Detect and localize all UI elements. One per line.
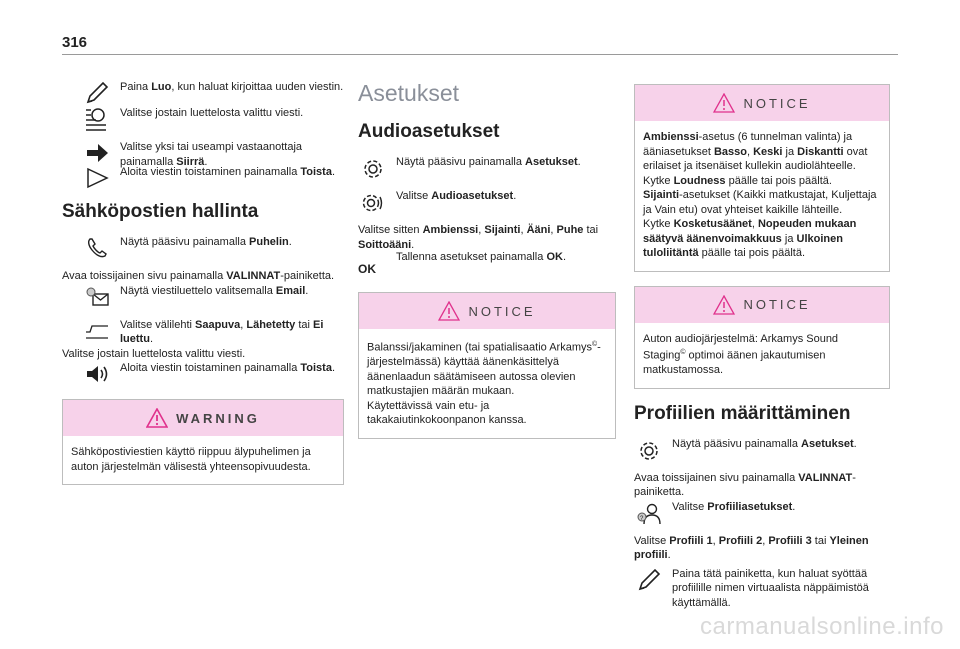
select-message-paragraph: Valitse jostain luettelosta valittu viesti. — [62, 347, 246, 360]
gear-icon — [636, 437, 662, 463]
ok-button-label: OK — [358, 262, 376, 276]
notice-body: Balanssi/jakaminen (tai spatialisaatio Arkamys©-järjestelmässä) käyttää äänenkäsittelyä äänenlaadun säätämiseen autossa olevien matkustajien määrän mukaan. Käytettävissä vain etu- ja takakaiutinkokoonpanon kanssa. — [367, 341, 601, 427]
notice-body: Ambienssi-asetus (6 tunnelman valinta) ja ääniasetukset Basso, Keski ja Diskantti ovat erilaiset ja itsenäiset kullekin audiolähteelle. Kytke Loudness päälle tai pois päältä. Sijainti-asetukset (Kaikki matkustajat, Kuljettaja ja Vain etu) ovat yhteiset kaikille lähteille. Kytke Kosketusäänet, Nopeuden mukaan säätyvä äänenvoimakkuus ja Ulkoinen tuloliitäntä päälle tai pois päältä. — [643, 131, 877, 259]
header-divider — [62, 54, 898, 55]
email-settings-icon — [84, 284, 110, 310]
forward-arrow-icon — [84, 140, 110, 166]
play-icon — [84, 165, 110, 191]
notice-header — [635, 85, 889, 121]
notice-header — [359, 293, 615, 329]
notice-box-balance — [358, 292, 616, 439]
step-home-phone: Näytä pääsivu painamalla Puhelin. — [62, 235, 344, 263]
secondary-page-paragraph: Avaa toissijainen sivu painamalla VALINNAT-painiketta. — [62, 270, 335, 282]
profiles-heading: Profiilien määrittäminen — [634, 402, 851, 424]
step-play-2: Aloita viestin toistaminen painamalla Toista. — [62, 361, 344, 389]
step-email-list: Näytä viestiluettelo valitsemalla Email. — [62, 284, 344, 312]
tab-icon — [84, 318, 110, 344]
step-save-ok: OK Tallenna asetukset painamalla OK. — [358, 251, 566, 276]
step-play: Aloita viestin toistaminen painamalla Toista. — [62, 165, 344, 193]
step-audio-settings: Valitse Audioasetukset. — [358, 189, 616, 217]
warning-icon — [438, 301, 460, 321]
phone-icon — [84, 235, 110, 261]
column-3 — [634, 84, 890, 616]
notice-box-arkamys — [634, 286, 890, 389]
pencil-icon — [636, 567, 662, 593]
notice-box-ambience — [634, 84, 890, 272]
step-profile-settings: ? Valitse Profiiliasetukset. — [634, 500, 890, 528]
audio-options-paragraph: Valitse sitten Ambienssi, Sijainti, Ääni, Puhe tai Soittoääni. — [358, 224, 599, 251]
step-home-settings: Näytä pääsivu painamalla Asetukset. — [358, 155, 616, 183]
pencil-icon — [84, 80, 110, 106]
warning-body: Sähköpostiviestien käyttö riippuu älypuhelimen ja auton järjestelmän välisestä yhteensopivuudesta. — [71, 446, 311, 473]
warning-icon — [713, 93, 735, 113]
speaker-icon — [84, 361, 110, 387]
column-2 — [358, 80, 616, 439]
warning-title: WARNING — [176, 410, 260, 426]
audio-heading: Audioasetukset — [358, 121, 500, 142]
notice-title: NOTICE — [468, 303, 536, 319]
audio-gear-icon — [360, 189, 386, 215]
warning-header — [63, 400, 343, 436]
column-1 — [62, 80, 344, 485]
section-title: Asetukset — [358, 80, 459, 106]
warning-box — [62, 399, 344, 485]
message-list-icon — [84, 106, 110, 132]
notice-body: Auton audiojärjestelmä: Arkamys Sound Staging© optimoi äänen jakautumisen matkustamossa. — [643, 332, 839, 377]
watermark: carmanualsonline.info — [700, 613, 944, 640]
notice-header — [635, 287, 889, 323]
notice-title: NOTICE — [743, 297, 811, 312]
page-number: 316 — [62, 34, 88, 51]
profile-icon — [636, 500, 662, 526]
email-heading: Sähköpostien hallinta — [62, 201, 259, 222]
svg-text:?: ? — [640, 515, 644, 522]
step-recipients: Valitse yksi tai useampi vastaanottaja painamalla Siirrä. — [62, 140, 344, 169]
step-tab: Valitse välilehti Saapuva, Lähetetty tai Ei luettu. — [62, 318, 344, 347]
step-write-message: Paina Luo, kun haluat kirjoittaa uuden viestin. — [62, 80, 344, 108]
secondary-page-paragraph-2: Avaa toissijainen sivu painamalla VALINNAT-painiketta. — [634, 471, 856, 499]
select-profile-paragraph: Valitse Profiili 1, Profiili 2, Profiili 3 tai Yleinen profiili. — [634, 534, 869, 562]
warning-icon — [146, 408, 168, 428]
notice-title: NOTICE — [743, 95, 811, 111]
step-select-message: Valitse jostain luettelosta valittu viesti. — [62, 106, 344, 134]
gear-icon — [360, 155, 386, 181]
warning-icon — [713, 295, 735, 315]
step-profile-name: Paina tätä painiketta, kun haluat syöttää profiilille nimen virtuaalista näppäimistöä käyttämällä. — [634, 567, 890, 611]
step-home-settings-2: Näytä pääsivu painamalla Asetukset. — [634, 437, 890, 465]
